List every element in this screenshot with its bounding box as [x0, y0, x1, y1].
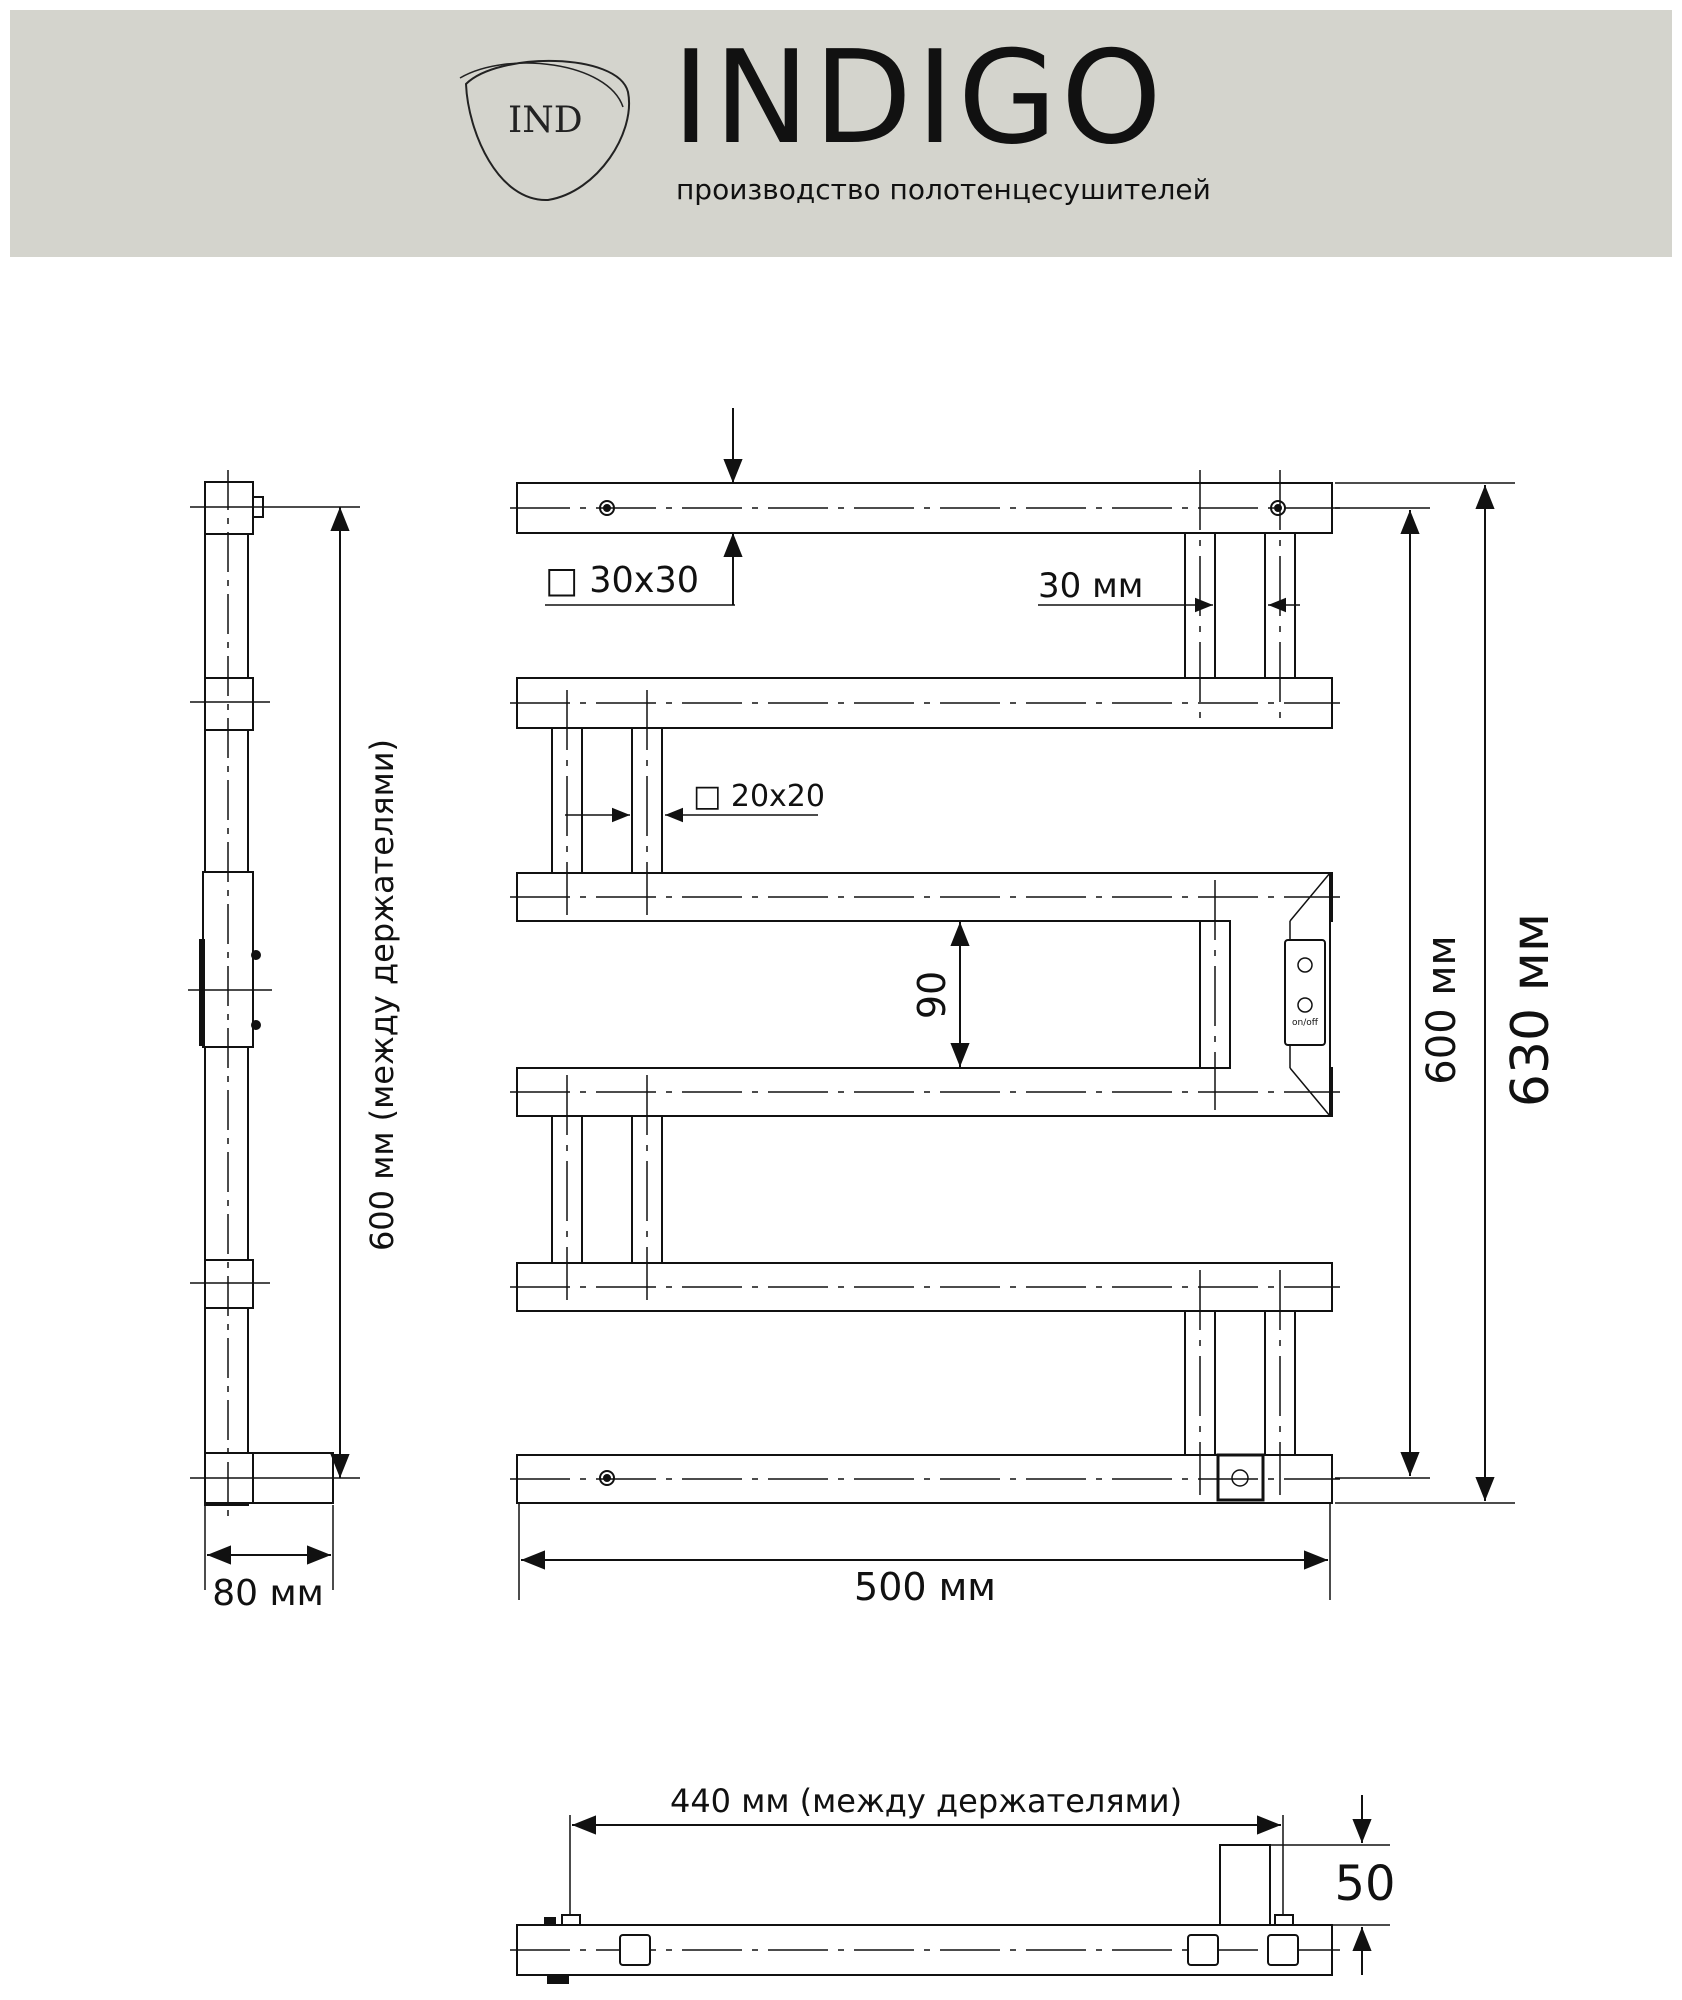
- gap-label: 30 мм: [1038, 566, 1144, 606]
- total-height-label: 630 мм: [1501, 912, 1561, 1108]
- height-between-label: 600 мм: [1419, 935, 1465, 1085]
- width-label: 500 мм: [854, 1565, 996, 1609]
- bottom-view: [510, 1795, 1390, 1983]
- offset-label: 50: [1334, 1856, 1396, 1912]
- side-depth-label: 80 мм: [212, 1573, 324, 1614]
- logo-text: IND: [508, 100, 583, 141]
- pipe-size-label: □ 30x30: [545, 560, 699, 601]
- side-height-label: 600 мм (между держателями): [363, 738, 401, 1252]
- brand-tagline: производство полотенцесушителей: [676, 173, 1211, 206]
- side-view: [188, 470, 360, 1590]
- holders-label: 440 мм (между держателями): [669, 1782, 1183, 1820]
- control-label: on/off: [1292, 1018, 1318, 1028]
- control-unit: [1285, 940, 1325, 1045]
- brand-name: INDIGO: [672, 24, 1166, 173]
- spacing-label: 90: [910, 970, 954, 1020]
- small-pipe-label: □ 20x20: [693, 779, 825, 814]
